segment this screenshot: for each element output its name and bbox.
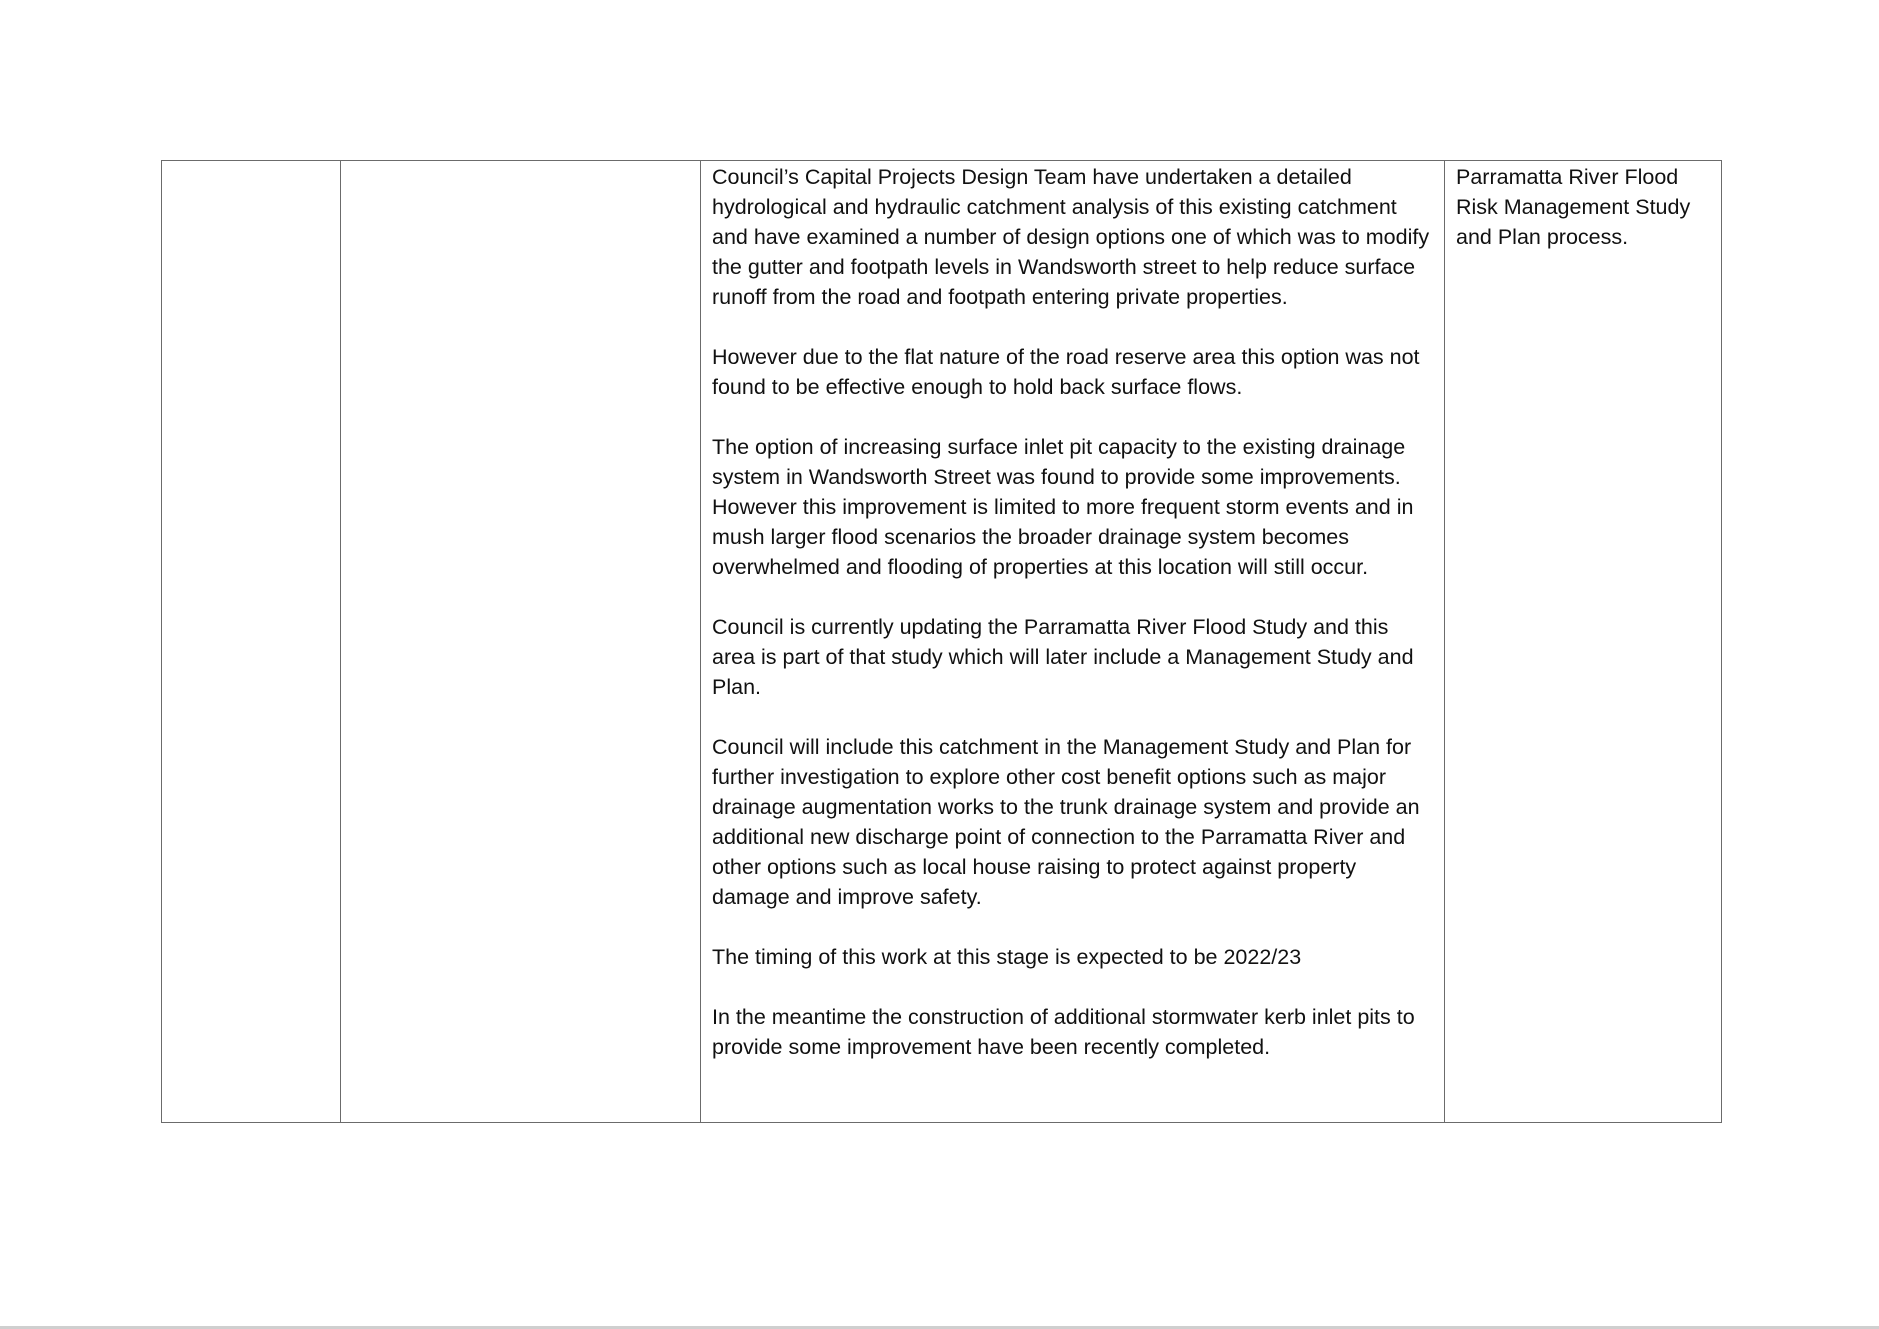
response-paragraph-3: The option of increasing surface inlet pit capacity to the existing drainage system in Wandsworth Street was found to provide some improvements. However this improvement is limited to more frequent storm events and in mush larger flood scenarios the broader drainage system becomes overwhelmed and flooding of properties at this location will still occur. [712,435,1414,579]
response-cell [701,161,1445,1123]
response-paragraph-2: However due to the flat nature of the road reserve area this option was not found to be effective enough to hold back surface flows. [712,345,1420,399]
outcome-cell [1445,161,1722,1123]
response-paragraph-1: Council’s Capital Projects Design Team have undertaken a detailed hydrological and hydraulic catchment analysis of this existing catchment and have examined a number of design options one of which was to modify the gutter and footpath levels in Wandsworth street to help reduce surface runoff from the road and footpath entering private properties. [712,165,1430,309]
response-table [161,160,1722,1123]
outcome-text: Parramatta River Flood Risk Management Study and Plan process. [1456,165,1691,249]
response-paragraph-7: In the meantime the construction of additional stormwater kerb inlet pits to provide some improvement have been recently completed. [712,1005,1415,1059]
table-row [162,161,1722,1123]
empty-cell-2 [341,161,701,1123]
empty-cell-1 [162,161,341,1123]
response-paragraph-5: Council will include this catchment in the Management Study and Plan for further investigation to explore other cost benefit options such as major drainage augmentation works to the trunk drainage system and provide an additional new discharge point of connection to the Parramatta River and other options such as local house raising to protect against property damage and improve safety. [712,735,1420,909]
response-paragraph-6: The timing of this work at this stage is expected to be 2022/23 [712,945,1302,969]
response-paragraph-4: Council is currently updating the Parramatta River Flood Study and this area is part of that study which will later include a Management Study and Plan. [712,615,1414,699]
